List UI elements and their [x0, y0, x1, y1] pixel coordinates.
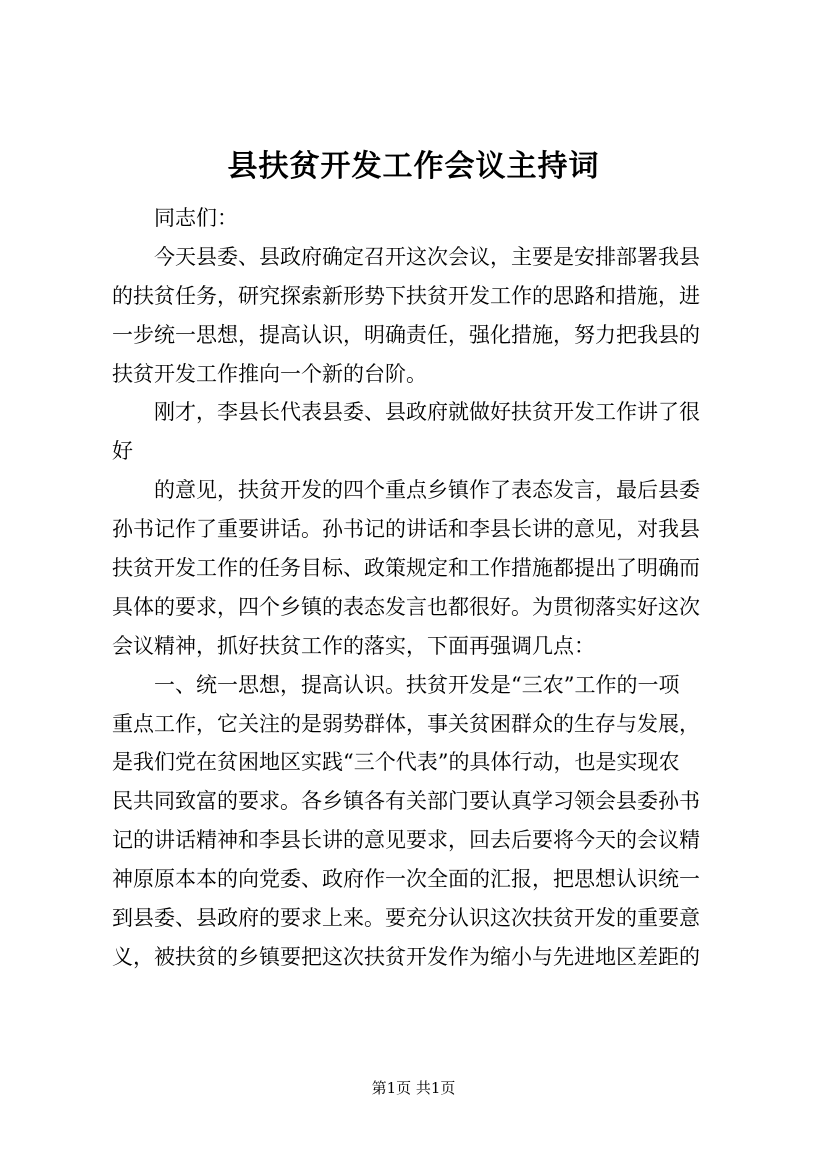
body-line: 民共同致富的要求。各乡镇各有关部门要认真学习领会县委孙书: [112, 789, 700, 814]
body-line: 具体的要求，四个乡镇的表态发言也都很好。为贯彻落实好这次: [112, 594, 700, 619]
body-line: 一、统一思想，提高认识。扶贫开发是“三农”工作的一项: [112, 672, 680, 697]
body-line: 一步统一思想，提高认识，明确责任，强化措施，努力把我县的: [112, 322, 700, 347]
body-line: 会议精神，抓好扶贫工作的落实，下面再强调几点：: [112, 633, 595, 658]
body-line: 的扶贫任务，研究探索新形势下扶贫开发工作的思路和措施，进: [112, 283, 700, 308]
body-line: 孙书记作了重要讲话。孙书记的讲话和李县长讲的意见，对我县: [112, 517, 700, 542]
body-line: 重点工作，它关注的是弱势群体，事关贫困群众的生存与发展，: [112, 711, 700, 736]
body-line: 的意见，扶贫开发的四个重点乡镇作了表态发言，最后县委: [112, 478, 700, 503]
document-body: [112, 199, 718, 977]
body-line: 同志们：: [112, 206, 238, 230]
body-line: 记的讲话精神和李县长讲的意见要求，回去后要将今天的会议精: [112, 828, 700, 853]
body-line: 神原原本本的向党委、政府作一次全面的汇报，把思想认识统一: [112, 867, 700, 892]
page-footer: 第1页 共1页: [371, 1079, 456, 1097]
document-title: 县扶贫开发工作会议主持词: [227, 149, 600, 184]
body-line: 刚才，李县长代表县委、县政府就做好扶贫开发工作讲了很: [112, 400, 700, 425]
body-line: 是我们党在贫困地区实践“三个代表”的具体行动，也是实现农: [112, 750, 680, 775]
body-line: 扶贫开发工作推向一个新的台阶。: [112, 361, 427, 386]
body-line: 好: [112, 439, 133, 464]
body-line: 义，被扶贫的乡镇要把这次扶贫开发作为缩小与先进地区差距的: [112, 944, 700, 969]
body-line: 到县委、县政府的要求上来。要充分认识这次扶贫开发的重要意: [112, 906, 700, 931]
body-line: 扶贫开发工作的任务目标、政策规定和工作措施都提出了明确而: [112, 556, 700, 581]
body-line: 今天县委、县政府确定召开这次会议，主要是安排部署我县: [112, 244, 700, 269]
